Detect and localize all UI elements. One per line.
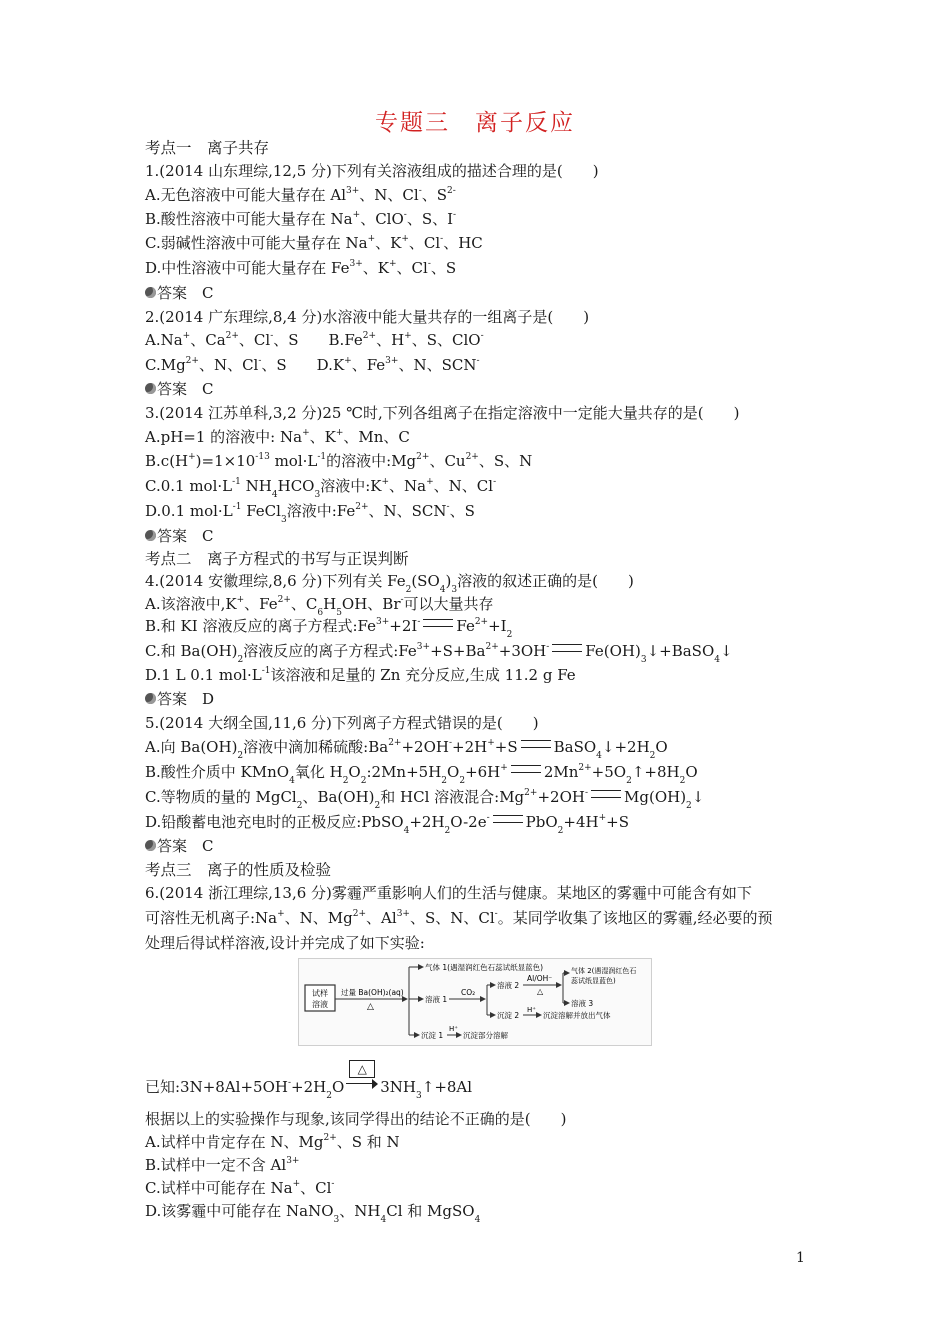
- option-c: C.0.1 $mol\cdot L^{-1}$ $NH_4HCO_3$溶液中:K+、Na+、N、Cl-: [145, 477, 497, 500]
- answer-line: 答案 C: [145, 379, 214, 399]
- question-stem-cont: 可溶性无机离子:Na+、N、$Mg^{2+}$、$Al^{3+}$、S、N、Cl-。某同学收集了该地区的雾霾,经必要的预: [145, 909, 773, 927]
- question-stem: 6.(2014 浙江理综,13,6 分)雾霾严重影响人们的生活与健康。某地区的雾霾中可能含有如下: [145, 884, 752, 902]
- question-stem: 5.(2014 大纲全国,11,6 分)下列离子方程式错误的是( ): [145, 714, 539, 732]
- known-equation: 已知$:3N+8Al+5OH^-+2H_2O$ △ $3NH_3↑+8Al$: [145, 1062, 473, 1101]
- solution3-label: 溶液 3: [571, 999, 594, 1008]
- question-stem: 2.(2014 广东理综,8,4 分)水溶液中能大量共存的一组离子是( ): [145, 308, 590, 326]
- option-c: C.等物质的量的 MgCl$_2$、$Ba(OH)_2$和 HCl 溶液混合$:Mg^{2+}+2OH^-$ $Mg(OH)_2↓$: [145, 788, 705, 811]
- option-b: B.和 KI 溶液反应的离子方程式$:Fe^{3+}+2I^-$ $Fe^{2+}+I_2$: [145, 617, 513, 640]
- gas2-label: 蕊试纸显蓝色): [571, 977, 616, 985]
- section-heading: 考点二 离子方程式的书写与正误判断: [145, 550, 409, 568]
- answer-line: 答案 C: [145, 526, 214, 546]
- option-b: B.酸性溶液中可能大量存在 Na+、ClO-、S、I-: [145, 210, 457, 228]
- equals-sign: [493, 815, 523, 823]
- al-oh-label: Al/OH⁻: [527, 974, 553, 983]
- option-c: C.和 $Ba(OH)_2$溶液反应的离子方程式$:Fe^{3+}+S+Ba^{2+}+3OH^-$ $Fe(OH)_3↓+BaSO_4↓$: [145, 642, 733, 665]
- option-ab: A.Na+、$Ca^{2+}$、Cl-、S $B.Fe^{2+}$、H+、S、ClO-: [145, 331, 484, 349]
- answer-icon: [145, 693, 156, 704]
- question-stem: 3.(2014 江苏单科,3,2 分)25 ℃时,下列各组离子在指定溶液中一定能大量共存的是( ): [145, 404, 740, 422]
- precip2-result: 沉淀溶解并放出气体: [543, 1011, 611, 1020]
- answer-icon: [145, 287, 156, 298]
- co2-label: CO₂: [461, 988, 476, 997]
- heat-symbol: △: [367, 1002, 374, 1012]
- experiment-flowchart: [298, 958, 652, 1046]
- solution1-label: 溶液 1: [425, 995, 448, 1004]
- option-a: A.该溶液中,K+、$Fe^{2+}$、$C_6H_5OH$、Br-可以大量共存: [145, 595, 494, 618]
- answer-line: 答案 C: [145, 283, 214, 303]
- precip1-result: 沉淀部分溶解: [463, 1031, 508, 1040]
- answer-line: 答案 D: [145, 689, 214, 709]
- option-a: A.试样中肯定存在 N、$Mg^{2+}$、S 和 N: [145, 1133, 400, 1151]
- gas1-label: 气体 1(遇湿润红色石蕊试纸显蓝色): [425, 963, 544, 972]
- option-a: A.向 $Ba(OH)_2$溶液中滴加稀硫酸$:Ba^{2+}+2OH^-+2H^++S$ $BaSO_4↓+2H_2O$: [145, 738, 668, 761]
- page-title: 专题三 离子反应: [375, 110, 575, 136]
- question-stem: 1.(2014 山东理综,12,5 分)下列有关溶液组成的描述合理的是( ): [145, 162, 599, 180]
- equals-sign: [423, 619, 453, 627]
- option-c: C.试样中可能存在 Na+、Cl-: [145, 1179, 335, 1197]
- option-d: D.0.1 $mol\cdot L^{-1}$ FeCl$_3$溶液中$:Fe^{2+}$、N、SCN-、S: [145, 502, 475, 525]
- option-d: D.中性溶液中可能大量存在 $Fe^{3+}$、K+、Cl-、S: [145, 259, 457, 277]
- option-c: C.弱碱性溶液中可能大量存在 Na+、K+、Cl-、HC: [145, 234, 483, 252]
- section-heading: 考点一 离子共存: [145, 139, 270, 157]
- sample-label: 试样: [312, 989, 328, 998]
- option-a: A.pH=1 的溶液中: Na+、K+、Mn、C: [145, 428, 410, 446]
- question-stem: 4.(2014 安徽理综,8,6 分)下列有关 $Fe_2(SO_4)_3$溶液的叙述正确的是( ): [145, 572, 634, 595]
- gas2-label: 气体 2(遇湿润红色石: [571, 967, 637, 975]
- heat-arrow: △: [346, 1074, 378, 1094]
- option-cd: $C.Mg^{2+}$、N、Cl-、S D.K+、$Fe^{3+}$、N、SCN-: [145, 356, 480, 374]
- answer-line: 答案 C: [145, 836, 214, 856]
- equals-sign: [511, 765, 541, 773]
- solution2-label: 溶液 2: [497, 981, 520, 990]
- option-b: B.试样中一定不含 $Al^{3+}$: [145, 1156, 300, 1174]
- option-d: D.该雾霾中可能存在 NaNO$_3$、$NH_4Cl$ 和 MgSO$_4$: [145, 1202, 481, 1225]
- precip2-label: 沉淀 2: [497, 1011, 520, 1020]
- option-d: D.1 L 0.1 $mol\cdot L^{-1}$该溶液和足量的 Zn 充分反应,生成 11.2 g Fe: [145, 666, 576, 684]
- option-b: $B.c(H^+)=1\times 10^{-13}$ $mol\cdot L^{-1}$的溶液中$:Mg^{2+}$、$Cu^{2+}$、S、N: [145, 452, 533, 470]
- heat-symbol: △: [537, 987, 544, 996]
- precip1-label: 沉淀 1: [421, 1031, 444, 1040]
- answer-icon: [145, 383, 156, 394]
- equals-sign: [521, 740, 551, 748]
- section-heading: 考点三 离子的性质及检验: [145, 861, 332, 879]
- answer-icon: [145, 530, 156, 541]
- option-a: A.无色溶液中可能大量存在 $Al^{3+}$、N、Cl-、$S^{2-}$: [145, 186, 456, 204]
- h-plus-label: H⁺: [527, 1006, 536, 1014]
- option-d: D.铅酸蓄电池充电时的正极反应$:PbSO_4+2H_2O-2e^-$ PbO$_2$+4H++S: [145, 813, 629, 836]
- sample-label: 溶液: [312, 1000, 328, 1009]
- h-plus-label: H⁺: [449, 1025, 458, 1033]
- reagent-label: 过量 Ba(OH)₂(aq): [341, 988, 404, 997]
- question-stem-cont: 处理后得试样溶液,设计并完成了如下实验:: [145, 934, 425, 952]
- question-ask: 根据以上的实验操作与现象,该同学得出的结论不正确的是( ): [145, 1110, 567, 1128]
- page-number: 1: [796, 1250, 805, 1266]
- answer-icon: [145, 840, 156, 851]
- equals-sign: [552, 644, 582, 652]
- option-b: B.酸性介质中 KMnO$_4$氧化 $H_2O_2:2Mn+5H_2O_2+6H^+$ $2Mn^{2+}+5O_2↑+8H_2O$: [145, 763, 698, 786]
- equals-sign: [591, 790, 621, 798]
